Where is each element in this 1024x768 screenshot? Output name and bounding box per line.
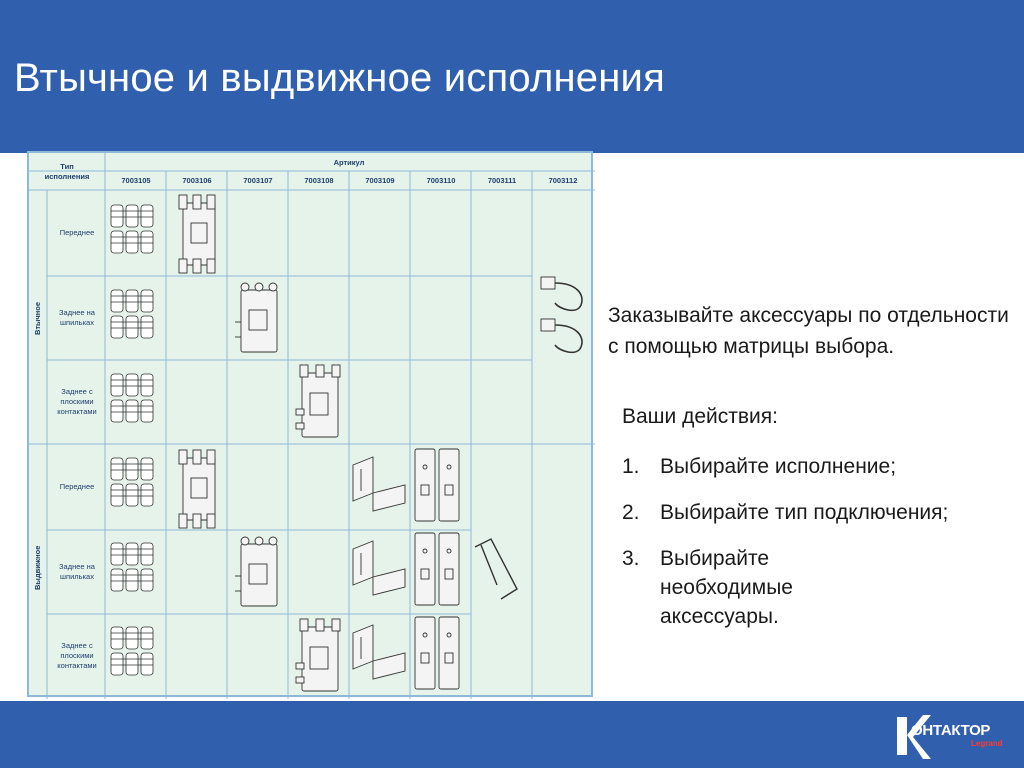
article-code: 7003110 <box>426 176 456 185</box>
intro-text: Заказывайте аксессуары по отдельности с помощью матрицы выбора. <box>608 304 1009 358</box>
side-plate-image <box>415 449 459 689</box>
lock-cable-image <box>541 277 582 352</box>
connection-label: Переднее <box>59 482 95 491</box>
group-label-plug-in: Втычное <box>33 301 42 335</box>
article-code: 7003108 <box>304 176 334 185</box>
selection-matrix <box>27 151 593 697</box>
step-item <box>622 544 890 631</box>
connection-label: Заднее с плоскими контактами <box>57 387 97 416</box>
contactor-logo <box>893 709 1021 761</box>
article-code: 7003111 <box>487 176 517 185</box>
matrix-grid <box>29 153 595 699</box>
step-item <box>622 452 1016 481</box>
connection-label: Заднее с плоскими контактами <box>57 641 97 670</box>
step-text: Выбирайте исполнение; <box>660 455 897 478</box>
step-item <box>622 498 1016 527</box>
slide-title: Втычное и выдвижное исполнения <box>14 56 665 100</box>
article-code: 7003106 <box>182 176 212 185</box>
connection-label: Заднее на шпильках <box>59 562 95 581</box>
chassis-bracket-image <box>353 457 405 679</box>
step-number: 3. <box>622 547 640 570</box>
header-articles-label: Артикул <box>333 158 365 167</box>
group-label-withdrawable: Выдвижное <box>33 545 42 590</box>
article-code: 7003112 <box>548 176 578 185</box>
article-code: 7003109 <box>365 176 395 185</box>
handle-image <box>475 539 517 599</box>
step-text: Выбирайте тип подключения; <box>660 501 949 524</box>
article-code: 7003107 <box>243 176 273 185</box>
step-number: 1. <box>622 455 640 478</box>
logo-name: ОНТАКТОР <box>911 722 991 739</box>
actions-title: Ваши действия: <box>622 405 778 428</box>
article-code: 7003105 <box>121 176 151 185</box>
step-number: 2. <box>622 501 640 524</box>
connection-label: Заднее на шпильках <box>59 308 95 327</box>
front-adapter-image <box>179 195 215 528</box>
footer-band <box>0 701 1024 768</box>
connection-label: Переднее <box>59 228 95 237</box>
logo-tag: Legrand <box>971 739 1003 748</box>
header-type-label: Тип исполнения <box>44 162 90 181</box>
rear-flat-adapter-image <box>296 365 340 691</box>
step-text: Выбирайте необходимые аксессуары. <box>660 547 793 628</box>
header-band <box>0 0 1024 153</box>
